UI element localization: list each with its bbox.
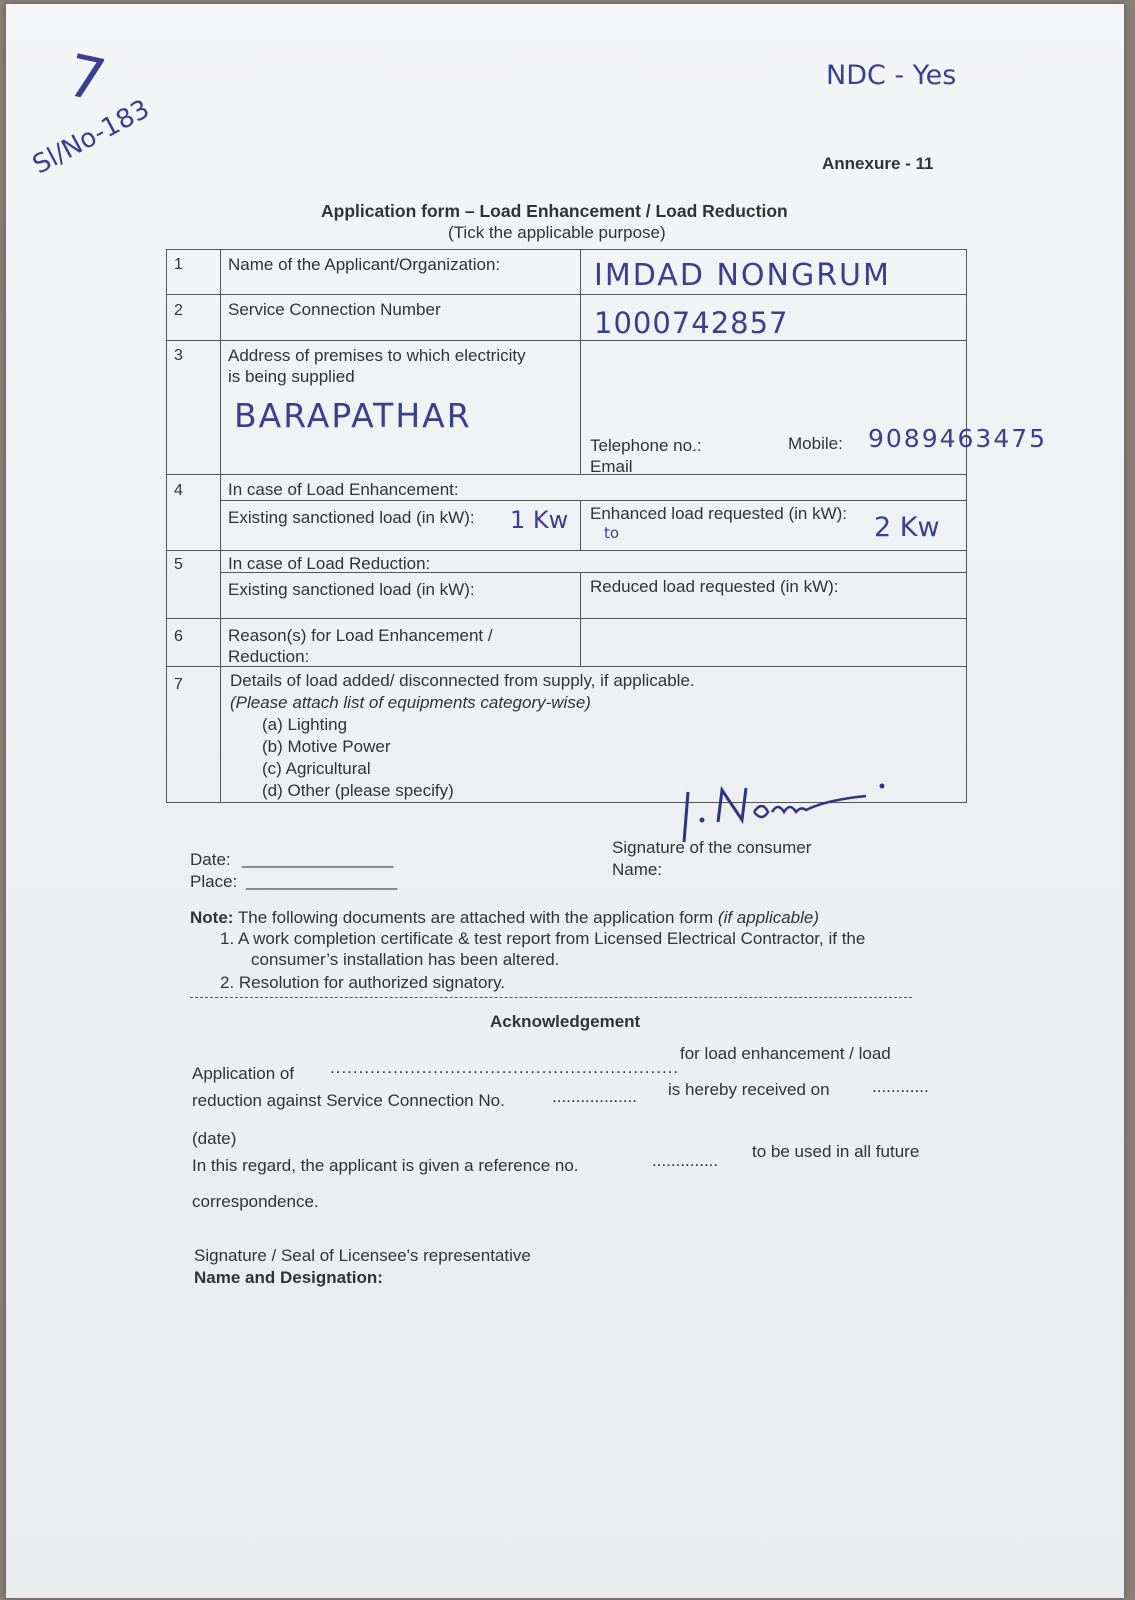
- enhanced-load-value: 2 Kw: [874, 512, 940, 543]
- row-1-number: 1: [174, 256, 183, 273]
- row-5-number: 5: [174, 556, 183, 573]
- consumer-signature-label: Signature of the consumer: [612, 838, 812, 857]
- details-item-agricultural: (c) Agricultural: [262, 759, 371, 778]
- details-item-lighting: (a) Lighting: [262, 715, 348, 734]
- enhancement-header: In case of Load Enhancement:: [228, 480, 459, 499]
- row-3-number: 3: [174, 347, 183, 364]
- place-label: Place:: [190, 872, 238, 891]
- details-line2: (Please attach list of equipments category-wise): [230, 693, 591, 712]
- enhanced-load-mark: to: [604, 524, 620, 542]
- ack-line2-dots: ..................: [552, 1087, 638, 1106]
- email-label: Email: [590, 457, 633, 476]
- top-left-mark: 7: [61, 40, 112, 116]
- reduced-load-label: Reduced load requested (in kW):: [590, 577, 839, 596]
- telephone-label: Telephone no.:: [590, 436, 702, 455]
- address-value: BARAPATHAR: [234, 396, 472, 435]
- note-italic: (if applicable): [717, 908, 820, 927]
- ack-line2-dots2: ............: [872, 1077, 929, 1096]
- reason-label-line1: Reason(s) for Load Enhancement /: [228, 626, 493, 645]
- details-line1: Details of load added/ disconnected from supply, if applicable.: [230, 671, 695, 690]
- existing-load-value-enh: 1 Kw: [510, 506, 569, 534]
- details-item-other: (d) Other (please specify): [262, 781, 454, 800]
- row-6-number: 6: [174, 628, 183, 645]
- row-2-number: 2: [174, 302, 183, 319]
- address-label-line2: is being supplied: [228, 367, 355, 386]
- ack-line4-dots: ..............: [652, 1151, 719, 1170]
- annexure-label: Annexure - 11: [822, 154, 934, 173]
- note-prefix: Note:: [190, 908, 234, 927]
- date-underline: ________________: [242, 849, 394, 868]
- serial-annotation: Sl/No-183: [28, 94, 155, 181]
- applicant-name-value: IMDAD NONGRUM: [594, 258, 891, 293]
- note-item-1-line2: consumer’s installation has been altered.: [251, 950, 560, 969]
- applicant-name-label: Name of the Applicant/Organization:: [228, 255, 501, 274]
- divider-dashed: [190, 997, 912, 998]
- existing-load-label-enh: Existing sanctioned load (in kW):: [228, 508, 475, 527]
- ack-title: Acknowledgement: [490, 1012, 641, 1031]
- ack-line1-a: Application of: [192, 1064, 295, 1083]
- ack-line1-b: for load enhancement / load: [680, 1044, 891, 1063]
- enhanced-load-label: Enhanced load requested (in kW):: [590, 504, 848, 523]
- existing-load-label-red: Existing sanctioned load (in kW):: [228, 580, 475, 599]
- form-title: Application form – Load Enhancement / Load Reduction: [321, 201, 788, 221]
- reason-label-line2: Reduction:: [228, 647, 310, 666]
- note-item-1-line1: 1. A work completion certificate & test report from Licensed Electrical Contractor, if the: [220, 929, 866, 948]
- date-label: Date:: [190, 850, 231, 869]
- document-page: [6, 4, 1124, 1598]
- row-7-number: 7: [174, 676, 183, 693]
- ndc-annotation: NDC - Yes: [826, 60, 957, 91]
- ack-line4-b: to be used in all future: [752, 1142, 920, 1161]
- reduction-header: In case of Load Reduction:: [228, 554, 431, 573]
- ack-line2-a: reduction against Service Connection No.: [192, 1091, 505, 1110]
- address-label-line1: Address of premises to which electricity: [228, 346, 526, 365]
- name-designation-label: Name and Designation:: [194, 1268, 383, 1287]
- mobile-value: 9089463475: [868, 424, 1048, 453]
- mobile-label: Mobile:: [788, 434, 843, 453]
- ack-line2-b: is hereby received on: [668, 1080, 830, 1099]
- ack-line5: correspondence.: [192, 1192, 319, 1211]
- ack-line3: (date): [192, 1129, 237, 1148]
- consumer-name-label: Name:: [612, 860, 663, 879]
- form-subtitle: (Tick the applicable purpose): [448, 223, 666, 242]
- ack-line1-dots: .............................................................: [330, 1058, 680, 1077]
- ack-line4-a: In this regard, the applicant is given a reference no.: [192, 1156, 579, 1175]
- note-item-2: 2. Resolution for authorized signatory.: [220, 973, 506, 992]
- service-connection-value: 1000742857: [594, 306, 789, 340]
- service-connection-label: Service Connection Number: [228, 300, 441, 319]
- place-underline: ________________: [246, 871, 398, 890]
- note-text: The following documents are attached with the application form: [233, 908, 718, 927]
- note-line: [190, 908, 819, 928]
- licensee-signature-label: Signature / Seal of Licensee's representative: [194, 1246, 531, 1265]
- details-item-motive-power: (b) Motive Power: [262, 737, 391, 756]
- row-4-number: 4: [174, 482, 183, 499]
